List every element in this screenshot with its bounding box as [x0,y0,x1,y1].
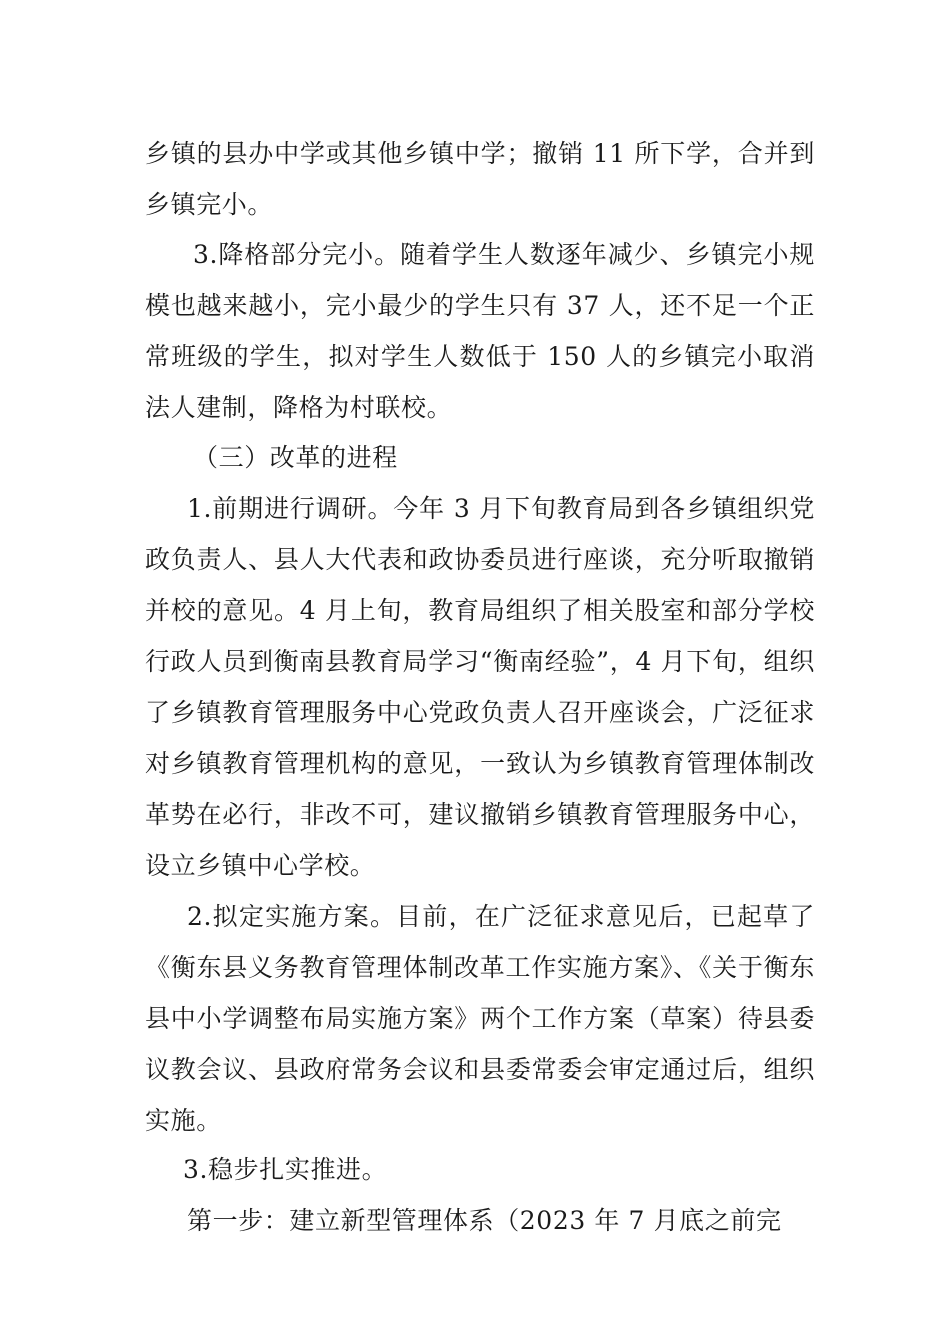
paragraph-steady-progress: 3.稳步扎实推进。 [183,1155,388,1184]
paragraph-step-one: 第一步：建立新型管理体系（2023 年 7 月底之前完 [187,1206,782,1235]
paragraph-preliminary-research: 1.前期进行调研。今年 3 月下旬教育局到各乡镇组织党政负责人、县人大代表和政协委员进行座谈，充分听取撤销并校的意见。4 月上旬，教育局组织了相关股室和部分学校行政人员到衡南县教育局学习“衡南经验”，4 月下旬，组织了乡镇教育管理服务中心党政负责人召开座谈会，广泛征求对乡镇教育管理机构的意见，一致认为乡镇教育管理体制改革势在必行，非改不可，建议撤销乡镇教育管理服务中心，设立乡镇中心学校。 [145,494,815,880]
paragraph-draft-plan: 2.拟定实施方案。目前，在广泛征求意见后，已起草了《衡东县义务教育管理体制改革工作实施方案》、《关于衡东县中小学调整布局实施方案》两个工作方案（草案）待县委议教会议、县政府常务会议和县委常委会审定通过后，组织实施。 [145,902,815,1135]
paragraph-continuation: 乡镇的县办中学或其他乡镇中学；撤销 11 所下学，合并到乡镇完小。 [145,139,815,219]
paragraph-downgrade-schools: 3.降格部分完小。随着学生人数逐年减少、乡镇完小规模也越来越小，完小最少的学生只有 37 人，还不足一个正常班级的学生，拟对学生人数低于 150 人的乡镇完小取消法人建制，降格为村联校。 [145,240,815,422]
section-heading-reform-process: （三）改革的进程 [193,443,398,472]
